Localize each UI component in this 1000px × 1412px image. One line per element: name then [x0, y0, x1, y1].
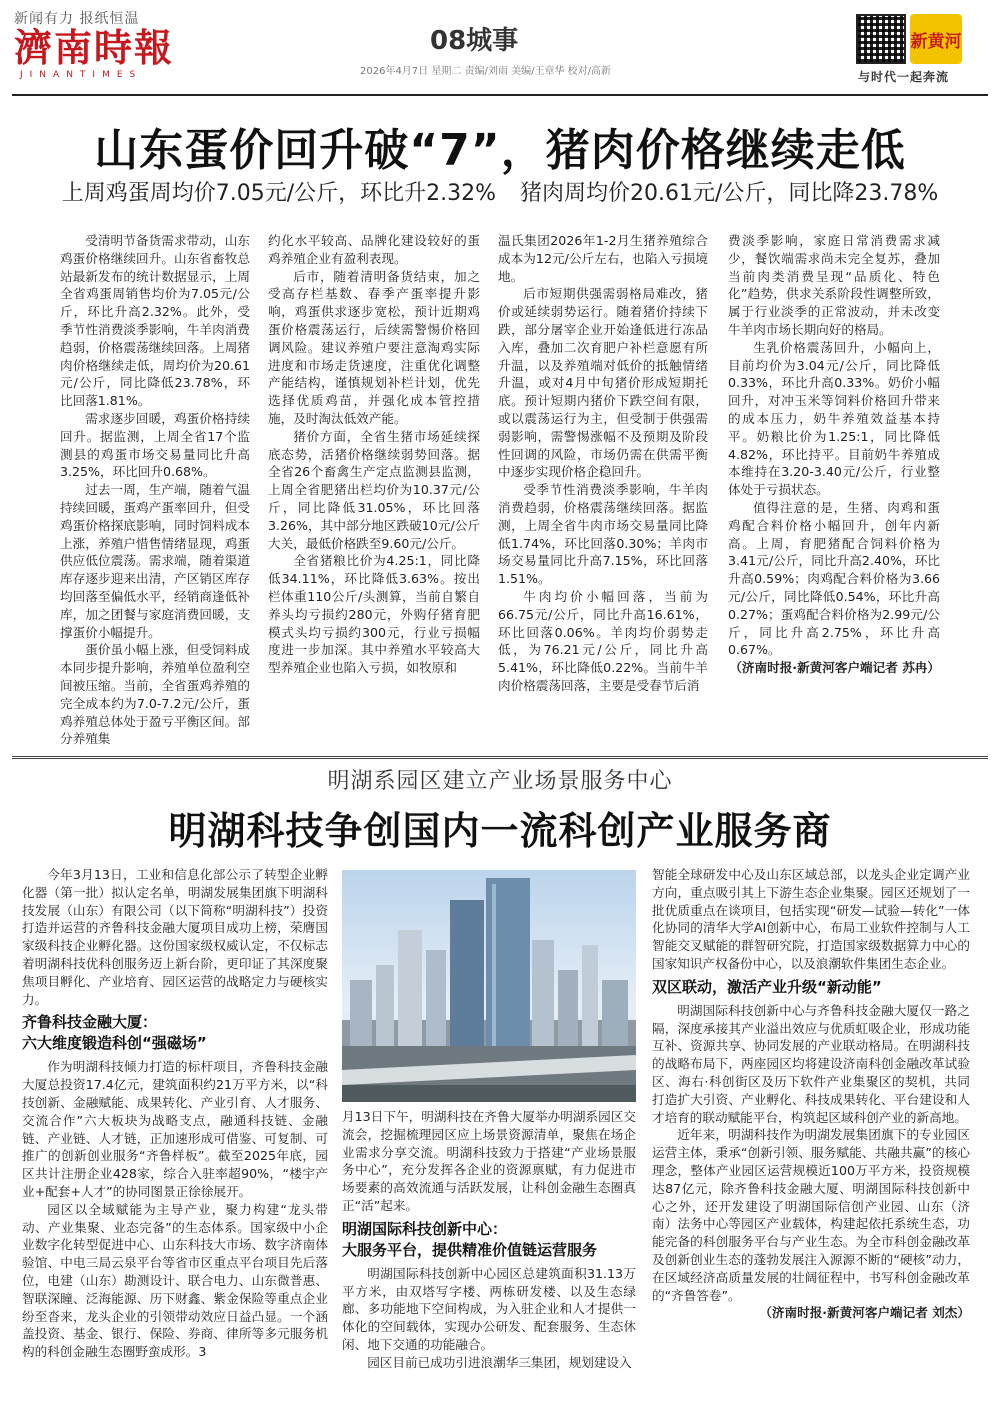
masthead-slogan: 新闻有力 报纸恒温 — [14, 11, 140, 27]
article2-headline: 明湖科技争创国内一流科创产业服务商 — [168, 809, 832, 853]
article2-paragraph: 园区以全域赋能为主导产业，聚力构建“龙头带动、产业集聚、业态完备”的生态体系。国家级中小企业数字化转型促进中心、山东科技大市场、数字济南体验馆、中电三局云泉平台等省市区重点平台项目先后落位，电建（山东）勘测设计、联合电力、山东微普惠、智联深瞳、泛海能源、历下财鑫、紫金保险等重点企业纷至沓来，龙头企业的引领带动效应日益凸显。一个涵盖投资、基金、银行、保险、券商、律所等多元服务机构的科创金融生态圈野蛮成形。3 — [22, 1201, 328, 1360]
masthead-rule — [12, 94, 988, 96]
article1-paragraph: 生乳价格震荡回升，小幅向上，目前均价为3.04元/公斤，同比降低0.33%，环比升高0.33%。奶价小幅回升，对冲玉米等饲料价格回升带来的成本压力，奶牛养殖效益基本持平。奶粮比价为1.25:1，同比降低4.82%，环比持平。目前奶牛养殖成本维持在3.20-3.40元/公斤，行业整体处于亏损状态。 — [728, 339, 940, 498]
article1-subhead-pork: 猪肉周均价20.61元/公斤，同比降23.78% — [520, 181, 939, 206]
article2-paragraph: 作为明湖科技倾力打造的标杆项目，齐鲁科技金融大厦总投资17.4亿元，建筑面积约21万平方米，以“科技创新、金融赋能、成果转化、产业引育、人才服务、交流合作”六大板块为战略支点，融通科技链、金融链、产业链、人才链，正加速形成可借鉴、可复制、可推广的创新创业服务“齐鲁样板”。截至2025年底，园区共计注册企业428家，综合入驻率超90%，“楼宇产业+配套+人才”的协同图景正徐徐展开。 — [22, 1059, 328, 1199]
newspaper-logo-english: JINANTIMES — [20, 70, 143, 80]
article2-paragraph: 明湖国际科技创新中心园区总建筑面积31.13万平方米，由双塔写字楼、两栋研发楼、以及生态绿廊、多功能地下空间构成，为入驻企业和人才提供一体化的空间载体，实现办公研发、配套服务、生态休闲、地下交通的功能融合。 — [342, 1265, 636, 1352]
article1-column-4 — [728, 232, 940, 754]
article2-column-3 — [652, 866, 970, 1406]
article1-byline: （济南时报·新黄河客户端记者 苏冉） — [729, 660, 940, 676]
article2-paragraph: 智能全球研发中心及山东区域总部，以龙头企业定调产业方向，重点吸引其上下游生态企业集聚。园区还规划了一批优质重点在谈项目，包括实现“研发—试验—转化”一体化协同的清华大学AI创新中心，布局工业软件控制与人工智能交叉赋能的群智研究院，打造国家级数据算力中心的国家知识产权备份中心，以及浪潮软件集团生态企业。 — [652, 867, 970, 971]
article1-paragraph: 值得注意的是，生猪、肉鸡和蛋鸡配合料价格小幅回升，创年内新高。上周，育肥猪配合饲料价格为3.41元/公斤，同比升高2.40%，环比升高0.59%；肉鸡配合料价格为3.66元/公斤，同比降低0.54%，环比升高0.27%；蛋鸡配合料价格为2.99元/公斤，同比升高2.75%，环比升高0.67%。 — [728, 499, 940, 658]
article1-paragraph: 约化水平较高、品牌化建设较好的蛋鸡养殖企业有盈利表现。 — [268, 233, 480, 266]
issue-meta: 2026年4月7日 星期二 责编/刘雨 美编/王章华 校对/高新 — [360, 66, 611, 77]
article1-paragraph: 需求逐步回暖，鸡蛋价格持续回升。据监测，上周全省17个监测县的鸡蛋市场交易量同比升高3.25%，环比回升0.68%。 — [60, 410, 250, 480]
article1-paragraph: 受季节性消费淡季影响，牛羊肉消费趋弱，价格震荡继续回落。据监测，上周全省牛肉市场交易量同比降低1.74%，环比回落0.30%；羊肉市场交易量同比升高7.15%，环比回落1.51%。 — [498, 482, 708, 587]
article2-paragraph: 明湖国际科技创新中心与齐鲁科技金融大厦仅一路之隔，深度承接其产业溢出效应与优质虹吸企业，形成功能互补、资源共享、协同发展的产业联动格局。在明湖科技的战略布局下，两座园区均将建设济南科创金融改革试验区、海右·科创街区及历下软件产业集聚区的契机，共同打造扩大引资、产业孵化、科技成果转化、平台建设和人才培育的联动赋能平台，构筑起区域科创产业的新高地。 — [652, 1002, 970, 1125]
article1-paragraph: 过去一周，生产端，随着气温持续回暖，蛋鸡产蛋率回升，但受鸡蛋价格探底影响，同时饲料成本上涨，养殖户惜售情绪显现，鸡蛋供应低位震荡。需求端，随着渠道库存逐步迎来出清，产区销区库存均回落至偏低水平，经销商逢低补库，加之团餐与家庭消费回暖，支撑蛋价小幅提升。 — [60, 482, 250, 640]
article1-paragraph: 温氏集团2026年1-2月生猪养殖综合成本为12元/公斤左右，也陷入亏损境地。 — [498, 233, 708, 284]
article2-column-1 — [22, 866, 328, 1406]
article1-paragraph: 受清明节备货需求带动，山东鸡蛋价格继续回升。山东省畜牧总站最新发布的统计数据显示，上周全省鸡蛋周销售均价为7.05元/公斤，环比升高2.32%。此外，受季节性消费淡季影响，牛羊肉消费趋弱，价格震荡继续回落。上周猪肉价格继续走低，周均价为20.61元/公斤，同比降低23.78%，环比回落1.81%。 — [60, 233, 250, 409]
article1-column-2 — [268, 232, 480, 754]
article1-subhead-eggs: 上周鸡蛋周均价7.05元/公斤，环比升2.32% — [61, 181, 496, 206]
article2-column-2 — [342, 1108, 636, 1406]
article2-byline: （济南时报·新黄河客户端记者 刘杰） — [759, 1305, 970, 1321]
article1-column-1 — [60, 232, 250, 754]
article2-section-title-tower: 齐鲁科技金融大厦： 六大维度锻造科创“强磁场” — [22, 1013, 207, 1053]
skyline-illustration — [342, 870, 636, 1102]
qr-code-icon — [856, 14, 906, 64]
article1-paragraph: 后市，随着清明备货结束，加之受高存栏基数、春季产蛋率提升影响，鸡蛋供求逐步宽松，预计近期鸡蛋价格震荡运行，后续需警惕价格回调风险。建议养殖户要注意淘鸡实际进度和市场走货速度，注重优化调整产能结构，谨慎规划补栏计划，优先选择优质鸡苗，并强化成本管控措施，及时淘汰低效产能。 — [268, 268, 480, 426]
article1-paragraph: 全省猪粮比价为4.25:1，同比降低34.11%，环比降低3.63%。按出栏体重110公斤/头测算，当前自繁自养头均亏损约280元，外购仔猪育肥模式头均亏损约300元，行业亏损幅度进一步加深。其中养殖水平较高大型养殖企业也陷入亏损，如牧原和 — [268, 553, 480, 676]
article1-column-3 — [498, 232, 708, 754]
article1-paragraph: 后市短期供强需弱格局难改，猪价或延续弱势运行。随着猪价持续下跌，部分屠宰企业开始逢低进行冻品入库，叠加二次育肥户补栏意愿有所升温，以及养殖端对低价的抵触情绪升温，或对4月中旬猪价形成短期托底。预计短期内猪价下跌空间有限，或以震荡运行为主，但受制于供强需弱影响，需警惕涨幅不及预期及阶段性回调的风险，市场仍需在供需平衡中逐步实现价格企稳回升。 — [498, 286, 708, 480]
article1-paragraph: 蛋价虽小幅上涨，但受饲料成本同步提升影响，养殖单位盈利空间被压缩。当前，全省蛋鸡养殖的完全成本约为7.0-7.2元/公斤，蛋鸡养殖总体处于盈亏平衡区间。部分养殖集 — [60, 642, 250, 747]
article2-paragraph: 今年3月13日，工业和信息化部公示了转型企业孵化器（第一批）拟认定名单，明湖发展集团旗下明湖科技发展（山东）有限公司（以下简称“明湖科技”）投资打造并运营的齐鲁科技金融大厦项目成功上榜，荣膺国家级科技企业孵化器。这份国家级权威认定，不仅标志着明湖科技优科创服务迈上新台阶，更印证了其深度聚焦项目孵化、产业培育、园区运营的战略定力与硬核实力。 — [22, 867, 328, 1007]
article2-section-title-linkage: 双区联动，激活产业升级“新动能” — [652, 977, 882, 996]
newspaper-logo: 濟南時報 — [14, 25, 175, 70]
article2-paragraph: 月13日下午，明湖科技在齐鲁大厦举办明湖系园区交流会，挖掘梳理园区应上场景资源清单，聚焦在场企业需求分享交流。明湖科技致力于搭建“产业场景服务中心”，充分发挥各企业的资源禀赋，有力促进市场要素的高效流通与活跃发展，让科创金融生态圈真正“活”起来。 — [342, 1109, 636, 1213]
article2-kicker: 明湖系园区建立产业场景服务中心 — [327, 769, 673, 794]
xinhuanghe-logo-icon: 新黄河 — [910, 14, 962, 64]
article1-paragraph: 费淡季影响，家庭日常消费需求减少，餐饮端需求尚未完全复苏，叠加当前肉类消费呈现“品质化、特色化”趋势，供求关系阶段性调整所致，属于行业淡季的正常波动，并未改变牛羊肉市场长期向好的格局。 — [728, 233, 940, 337]
article1-headline: 山东蛋价回升破“7”，猪肉价格继续走低 — [94, 125, 906, 176]
article2-paragraph: 近年来，明湖科技作为明湖发展集团旗下的专业园区运营主体，秉承“创新引领、服务赋能、共融共赢”的核心理念，整体产业园区运营规模近100万平方米，投资规模达87亿元，除齐鲁科技金融大厦、明湖国际科技创新中心之外，还开发建设了明湖国际信创产业园、山东（济南）法务中心等园区产业载体，构建起依托系统生态，功能完备的科创服务平台与产业生态。为全市科创金融改革及创新创业生态的蓬勃发展注入源源不断的“硬核”动力，在区域经济高质量发展的壮阔征程中，书写科创金融改革的“齐鲁答卷”。 — [652, 1127, 970, 1303]
article1-subheadline — [0, 176, 1000, 207]
article2-section-title-innovation-center: 明湖国际科技创新中心： 大服务平台，提供精准价值链运营服务 — [342, 1219, 598, 1259]
article2-photo-skyline — [342, 870, 636, 1102]
article1-paragraph: 猪价方面，全省生猪市场延续探底态势，活猪价格继续弱势回落。据全省26个畜禽生产定点监测县监测，上周全省肥猪出栏均价为10.37元/公斤，同比降低31.05%，环比回落3.26%，其中部分地区跌破10元/公斤大关，最低价格跌至9.60元/公斤。 — [268, 428, 480, 551]
masthead — [0, 0, 1000, 92]
article-divider — [12, 756, 988, 759]
brand-tagline: 与时代一起奔流 — [858, 70, 950, 84]
article2-paragraph: 园区目前已成功引进浪潮华三集团，规划建设入 — [367, 1354, 632, 1370]
article1-paragraph: 牛肉均价小幅回落，当前为66.75元/公斤，同比升高16.61%，环比回落0.06%。羊肉均价弱势走低，为76.21元/公斤，同比升高5.41%，环比降低0.22%。当前牛羊肉价格震荡回落，主要是受春节后消 — [498, 588, 708, 693]
page-section-label: 08城事 — [430, 26, 519, 56]
